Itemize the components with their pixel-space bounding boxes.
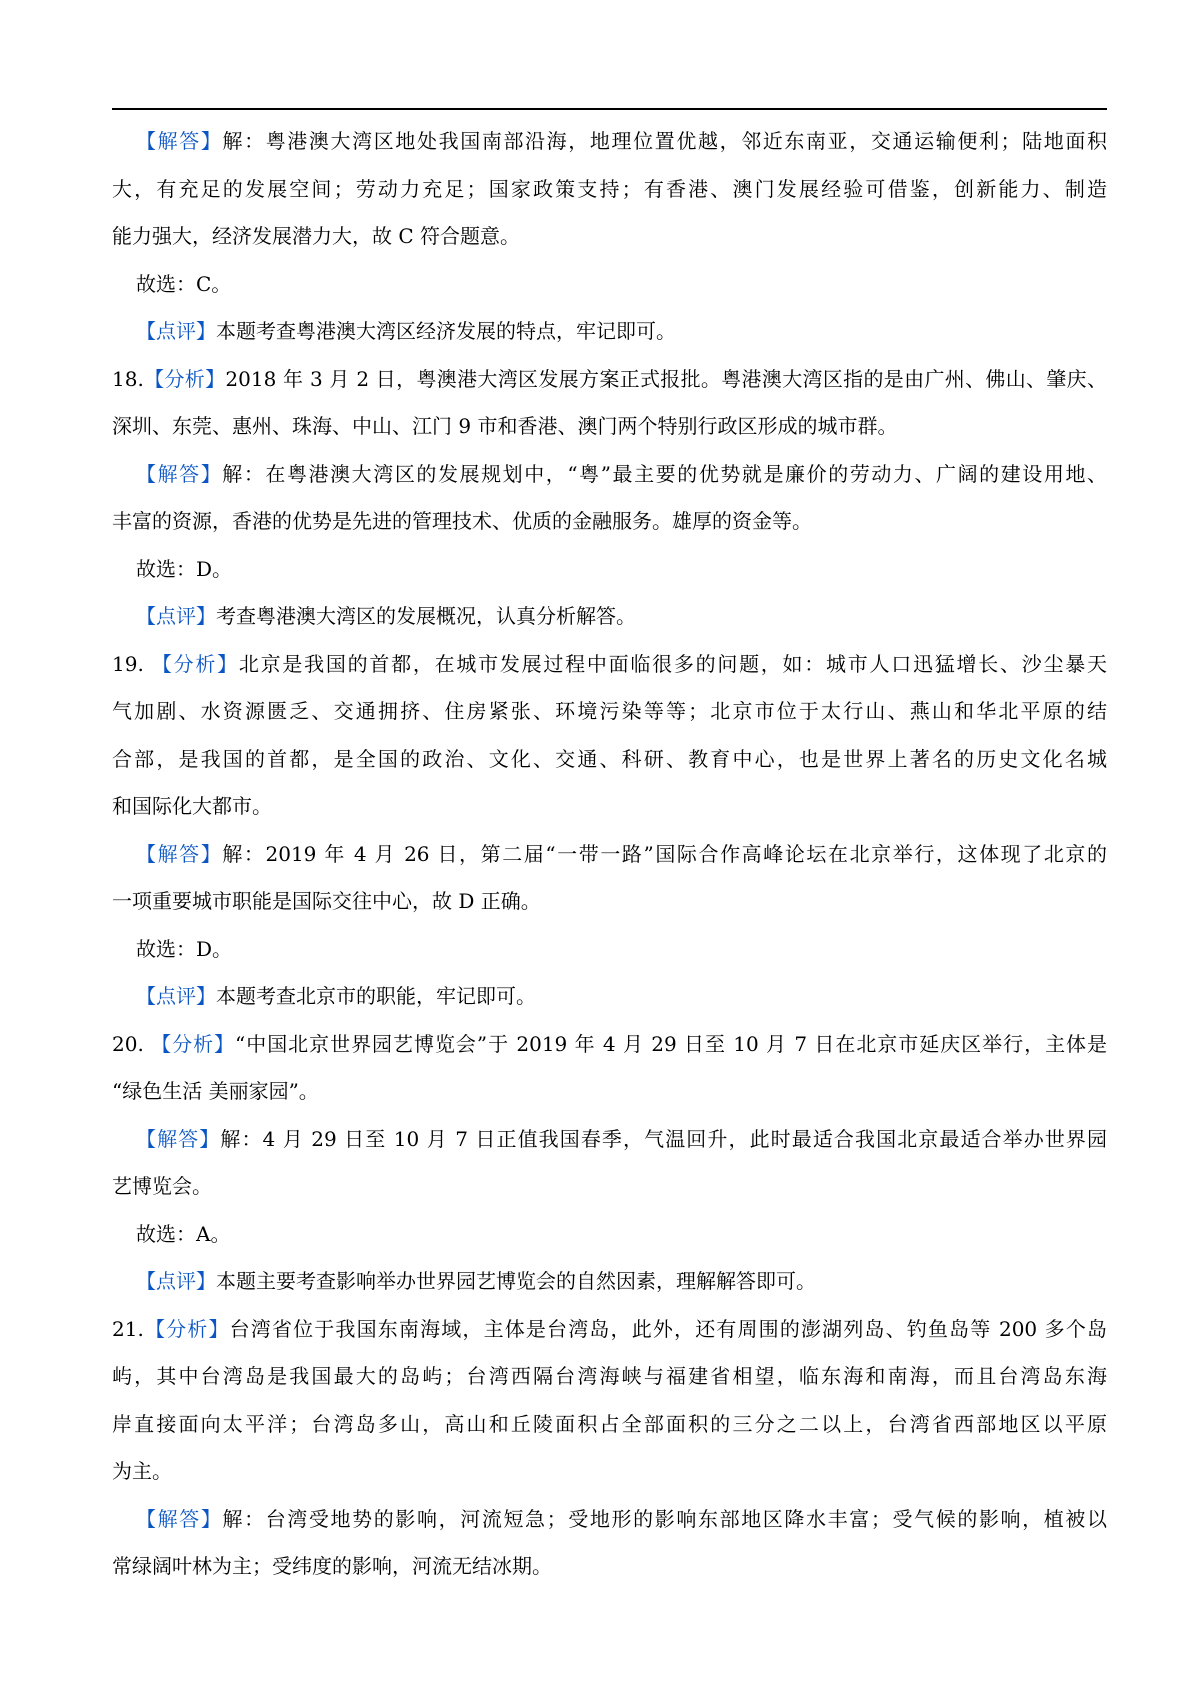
- q19-answer-line-2: [112, 878, 1107, 926]
- q20-comment: [112, 1258, 1107, 1306]
- q19-analysis-line-1: [112, 641, 1107, 689]
- analysis-text: 台湾省位于我国东南海域，主体是台湾岛，此外，还有周围的澎湖列岛、钓鱼岛等 200 多个岛: [229, 1316, 1107, 1341]
- answer-tag: 【解答】: [136, 129, 223, 153]
- answer-text: 解：在粤港澳大湾区的发展规划中，“粤”最主要的优势就是廉价的劳动力、广阔的建设用地、: [222, 461, 1108, 486]
- q20-choice: [112, 1211, 1107, 1259]
- q18-analysis-line-2: [112, 403, 1107, 451]
- q21-analysis-line-1: [112, 1306, 1107, 1354]
- analysis-text: “绿色生活 美丽家园”。: [112, 1079, 319, 1103]
- q18-analysis-line-1: [112, 356, 1107, 404]
- analysis-text: 为主。: [112, 1459, 172, 1483]
- answer-content: [112, 118, 1107, 1591]
- q21-analysis-line-2: [112, 1353, 1107, 1401]
- q21-analysis-line-3: [112, 1401, 1107, 1449]
- q19-comment: [112, 973, 1107, 1021]
- q17-choice: [112, 261, 1107, 309]
- q18-comment: [112, 593, 1107, 641]
- answer-text: 解：粤港澳大湾区地处我国南部沿海，地理位置优越，邻近东南亚，交通运输便利；陆地面积: [222, 129, 1108, 153]
- answer-tag: 【解答】: [136, 1506, 223, 1531]
- comment-tag: 【点评】: [136, 604, 216, 628]
- comment-text: 本题主要考查影响举办世界园艺博览会的自然因素，理解解答即可。: [216, 1269, 816, 1293]
- q20-answer-line-1: [112, 1116, 1107, 1164]
- answer-tag: 【解答】: [136, 1126, 221, 1151]
- analysis-text: 屿，其中台湾岛是我国最大的岛屿；台湾西隔台湾海峡与福建省相望，临东海和南海，而且台湾岛东海: [112, 1364, 1107, 1388]
- answer-text: 解：4 月 29 日至 10 月 7 日正值我国春季，气温回升，此时最适合我国北京最适合举办世界园: [220, 1126, 1108, 1151]
- answer-tag: 【解答】: [136, 461, 223, 486]
- comment-text: 本题考查粤港澳大湾区经济发展的特点，牢记即可。: [216, 319, 676, 343]
- q17-answer-line-1: [112, 118, 1107, 166]
- question-number: 18.: [112, 366, 144, 391]
- analysis-text: “中国北京世界园艺博览会”于 2019 年 4 月 29 日至 10 月 7 日在北京市延庆区举行，主体是: [235, 1031, 1108, 1056]
- answer-text: 能力强大，经济发展潜力大，故 C 符合题意。: [112, 224, 521, 248]
- analysis-text: 气加剧、水资源匮乏、交通拥挤、住房紧张、环境污染等等；北京市位于太行山、燕山和华北平原的结: [112, 699, 1107, 723]
- answer-tag: 【解答】: [136, 841, 223, 866]
- comment-text: 本题考查北京市的职能，牢记即可。: [216, 984, 536, 1008]
- answer-text: 丰富的资源，香港的优势是先进的管理技术、优质的金融服务。雄厚的资金等。: [112, 509, 812, 533]
- comment-tag: 【点评】: [136, 984, 216, 1008]
- question-number: 19.: [112, 651, 144, 676]
- q20-analysis-line-1: [112, 1021, 1107, 1069]
- analysis-text: 合部，是我国的首都，是全国的政治、文化、交通、科研、教育中心，也是世界上著名的历史文化名城: [112, 746, 1107, 771]
- analysis-text: 深圳、东莞、惠州、珠海、中山、江门 9 市和香港、澳门两个特别行政区形成的城市群。: [112, 414, 898, 438]
- analysis-tag: 【分析】: [143, 366, 226, 391]
- analysis-tag: 【分析】: [151, 651, 239, 676]
- comment-tag: 【点评】: [136, 319, 216, 343]
- answer-text: 常绿阔叶林为主；受纬度的影响，河流无结冰期。: [112, 1554, 552, 1578]
- analysis-tag: 【分析】: [143, 1316, 230, 1341]
- q17-answer-line-2: [112, 166, 1107, 214]
- analysis-tag: 【分析】: [151, 1031, 236, 1056]
- answer-text: 大，有充足的发展空间；劳动力充足；国家政策支持；有香港、澳门发展经验可借鉴，创新能力、制造: [112, 176, 1107, 201]
- analysis-text: 和国际化大都市。: [112, 794, 272, 818]
- q21-answer-line-1: [112, 1496, 1107, 1544]
- q17-answer-line-3: [112, 213, 1107, 261]
- q20-answer-line-2: [112, 1163, 1107, 1211]
- comment-tag: 【点评】: [136, 1269, 216, 1293]
- q19-analysis-line-3: [112, 736, 1107, 784]
- analysis-text: 北京是我国的首都，在城市发展过程中面临很多的问题，如：城市人口迅猛增长、沙尘暴天: [238, 651, 1108, 676]
- choice-text: 故选：D。: [136, 936, 233, 961]
- answer-text: 艺博览会。: [112, 1174, 212, 1198]
- q21-answer-line-2: [112, 1543, 1107, 1591]
- analysis-text: 2018 年 3 月 2 日，粤澳港大湾区发展方案正式报批。粤港澳大湾区指的是由广州、佛山、肇庆、: [225, 366, 1108, 391]
- question-number: 20.: [112, 1031, 144, 1056]
- question-number: 21.: [112, 1316, 144, 1341]
- q21-analysis-line-4: [112, 1448, 1107, 1496]
- q19-analysis-line-4: [112, 783, 1107, 831]
- q18-choice: [112, 546, 1107, 594]
- q18-answer-line-2: [112, 498, 1107, 546]
- choice-text: 故选：C。: [136, 271, 232, 296]
- analysis-text: 岸直接面向太平洋；台湾岛多山，高山和丘陵面积占全部面积的三分之二以上，台湾省西部地区以平原: [112, 1411, 1107, 1436]
- choice-text: 故选：A。: [136, 1221, 231, 1246]
- answer-text: 解：2019 年 4 月 26 日，第二届“一带一路”国际合作高峰论坛在北京举行，这体现了北京的: [222, 841, 1108, 866]
- answer-text: 一项重要城市职能是国际交往中心，故 D 正确。: [112, 889, 541, 913]
- q19-choice: [112, 926, 1107, 974]
- choice-text: 故选：D。: [136, 556, 233, 581]
- q20-analysis-line-2: [112, 1068, 1107, 1116]
- answer-text: 解：台湾受地势的影响，河流短急；受地形的影响东部地区降水丰富；受气候的影响，植被以: [222, 1506, 1108, 1531]
- q17-comment: [112, 308, 1107, 356]
- comment-text: 考查粤港澳大湾区的发展概况，认真分析解答。: [216, 604, 636, 628]
- q19-analysis-line-2: [112, 688, 1107, 736]
- q18-answer-line-1: [112, 451, 1107, 499]
- header-rule: [112, 108, 1107, 110]
- q19-answer-line-1: [112, 831, 1107, 879]
